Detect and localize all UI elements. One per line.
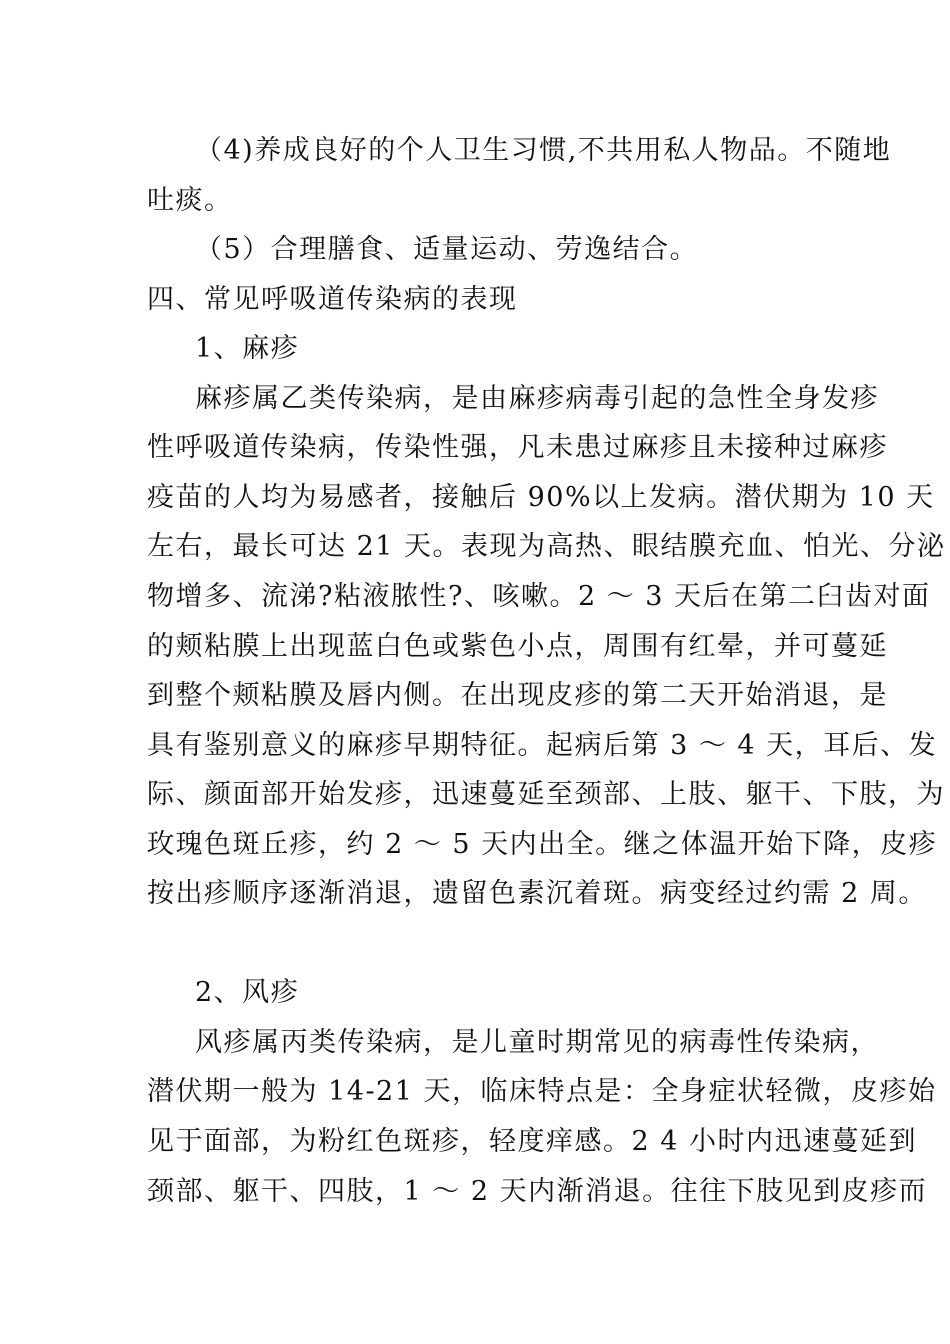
paragraph-line: 际、颜面部开始发疹，迅速蔓延至颈部、上肢、躯干、下肢，为 (147, 779, 945, 810)
paragraph-line: 玫瑰色斑丘疹，约 2 ～ 5 天内出全。继之体温开始下降，皮疹 (147, 829, 938, 860)
paragraph-line: 物增多、流涕?粘液脓性?、咳嗽。2 ～ 3 天后在第二臼齿对面 (147, 581, 931, 612)
paragraph-line: 潜伏期一般为 14-21 天，临床特点是：全身症状轻微，皮疹始 (147, 1076, 937, 1107)
subsection-heading: 2、风疹 (195, 977, 300, 1008)
paragraph-line: 见于面部，为粉红色斑疹，轻度痒感。2 4 小时内迅速蔓延到 (147, 1126, 918, 1157)
paragraph-line: 到整个颊粘膜及唇内侧。在出现皮疹的第二天开始消退，是 (147, 680, 888, 711)
paragraph-line: 左右，最长可达 21 天。表现为高热、眼结膜充血、怕光、分泌 (147, 531, 946, 562)
paragraph-line: （5）合理膳食、适量运动、劳逸结合。 (195, 234, 699, 265)
paragraph-line: 性呼吸道传染病，传染性强，凡未患过麻疹且未接种过麻疹 (147, 432, 888, 463)
paragraph-line: 的颊粘膜上出现蓝白色或紫色小点，周围有红晕，并可蔓延 (147, 631, 888, 662)
paragraph-line: 颈部、躯干、四肢，1 ～ 2 天内渐消退。往往下肢见到皮疹而 (147, 1176, 928, 1207)
subsection-heading: 1、麻疹 (195, 333, 300, 364)
section-heading: 四、常见呼吸道传染病的表现 (147, 284, 518, 315)
paragraph-line: （4)养成良好的个人卫生习惯,不共用私人物品。不随地 (195, 135, 892, 166)
paragraph-line: 按出疹顺序逐渐消退，遗留色素沉着斑。病变经过约需 2 周。 (147, 878, 927, 909)
paragraph-line: 具有鉴别意义的麻疹早期特征。起病后第 3 ～ 4 天，耳后、发 (147, 730, 938, 761)
paragraph-line: 风疹属丙类传染病，是儿童时期常见的病毒性传染病， (195, 1027, 879, 1058)
paragraph-line: 疫苗的人均为易感者，接触后 90%以上发病。潜伏期为 10 天 (147, 482, 935, 513)
paragraph-line: 吐痰。 (147, 185, 233, 216)
paragraph-line: 麻疹属乙类传染病，是由麻疹病毒引起的急性全身发疹 (195, 383, 879, 414)
